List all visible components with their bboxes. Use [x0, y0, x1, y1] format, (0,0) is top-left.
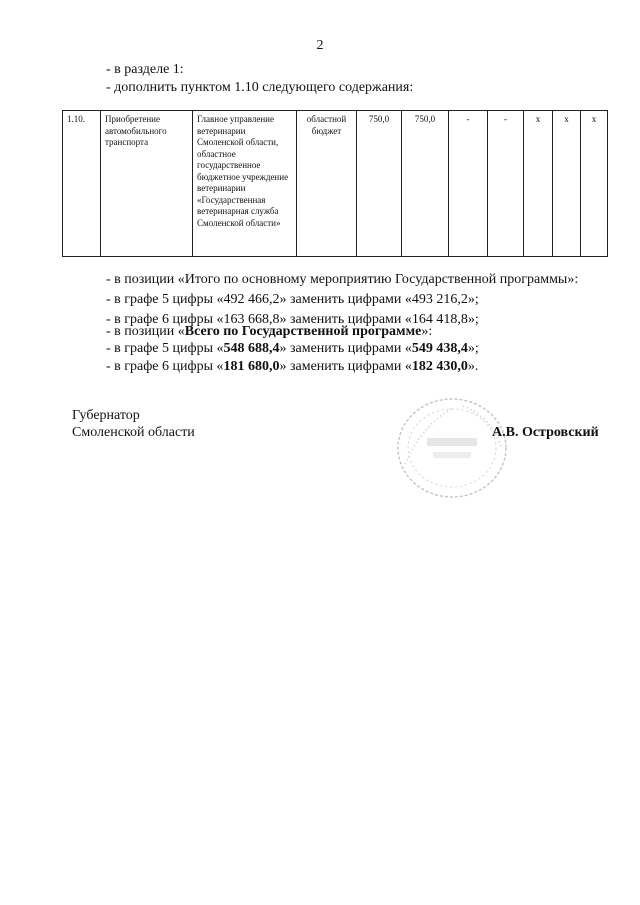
new-value-col5: 549 438,4 [411, 341, 468, 356]
cell-activity-name: Приобретение автомобильного транспорта [101, 111, 193, 257]
cell-year-3: - [488, 111, 524, 257]
official-seal-icon [393, 394, 511, 502]
cell-indicator-3: х [581, 111, 608, 257]
program-table [62, 110, 608, 257]
change-line-3: - в графе 6 цифры «163 668,8» заменить цифрами «164 418,8»; [106, 312, 479, 327]
table-row [63, 111, 608, 257]
old-value-col6: 181 680,0 [223, 359, 280, 374]
old-value-col5: 548 688,4 [223, 341, 280, 356]
signatory-position-line-1: Губернатор [72, 408, 140, 423]
cell-funding-source: областной бюджет [297, 111, 357, 257]
intro-line-add-item: - дополнить пунктом 1.10 следующего содержания: [106, 80, 414, 95]
cell-total: 750,0 [357, 111, 402, 257]
cell-indicator-1: х [524, 111, 553, 257]
new-value-col6: 182 430,0 [411, 359, 468, 374]
signatory-position-line-2: Смоленской области [72, 425, 195, 440]
page-number: 2 [316, 38, 324, 53]
signatory-name: А.В. Островский [492, 425, 599, 440]
change-line-2: - в графе 5 цифры «492 466,2» заменить цифрами «493 216,2»; [106, 292, 479, 307]
change-line-5: - в графе 5 цифры «548 688,4» заменить цифрами «549 438,4»; [106, 341, 479, 356]
cell-number: 1.10. [63, 111, 101, 257]
change-line-1: - в позиции «Итого по основному мероприятию Государственной программы»: [106, 272, 579, 287]
total-program-label: Всего по Государственной программе [184, 324, 422, 339]
cell-executor: Главное управление ветеринарии Смоленской области, областное государственное бюджетное учреждение ветеринарии «Государственная ветеринарная служба Смоленской области» [193, 111, 297, 257]
intro-line-section: - в разделе 1: [106, 62, 184, 77]
change-line-6: - в графе 6 цифры «181 680,0» заменить цифрами «182 430,0». [106, 359, 479, 374]
cell-year-1: 750,0 [402, 111, 449, 257]
change-line-4: - в позиции «Всего по Государственной программе»: [106, 324, 433, 339]
cell-indicator-2: х [553, 111, 581, 257]
cell-year-2: - [449, 111, 488, 257]
